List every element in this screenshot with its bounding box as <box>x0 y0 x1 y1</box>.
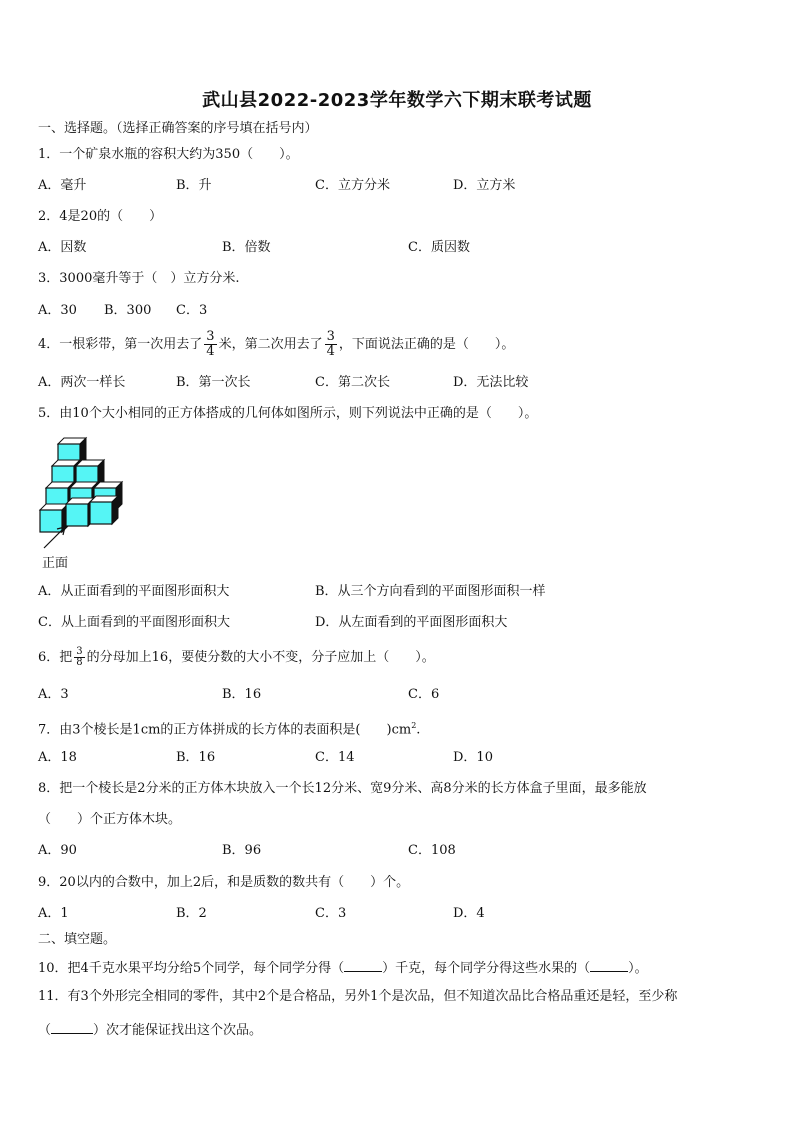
question-8-line-2: （ ）个正方体木块。 <box>38 812 182 827</box>
question-4-text-a: 4．一根彩带，第一次用去了 <box>38 337 203 352</box>
answer-blank[interactable] <box>590 957 628 972</box>
q4-option-d: D．无法比较 <box>453 375 529 390</box>
q3-option-b: B．300 <box>104 303 152 318</box>
q8-option-c: C．108 <box>408 843 456 858</box>
q1-option-b: B．升 <box>176 178 212 193</box>
question-7-superscript: 2 <box>411 721 417 730</box>
question-11-line-1: 11．有3个外形完全相同的零件，其中2个是合格品，另外1个是次品，但不知道次品比合格品重还是轻，至少称 <box>38 989 678 1004</box>
q8-option-a: A．90 <box>38 843 77 858</box>
question-10-text-c: ）。 <box>628 961 648 976</box>
question-11-text-b: ）次才能保证找出这个次品。 <box>93 1023 263 1038</box>
q8-option-b: B．96 <box>222 843 262 858</box>
question-7-text-a: 7．由3个棱长是1cm的正方体拼成的长方体的表面积是( )cm <box>38 722 412 738</box>
question-6 <box>38 644 435 672</box>
front-view-label: 正面 <box>42 556 69 571</box>
question-4 <box>38 330 514 360</box>
q4-option-a: A．两次一样长 <box>38 375 126 390</box>
q6-option-b: B．16 <box>222 687 262 702</box>
q1-option-c: C．立方分米 <box>315 178 390 193</box>
question-11-text-a: （ <box>38 1023 52 1038</box>
question-11-line-2 <box>38 1019 262 1040</box>
fraction-three-eighths: $\frac{3}{8}$ <box>76 646 83 668</box>
section-choice-heading: 一、选择题。（选择正确答案的序号填在括号内） <box>38 121 318 136</box>
question-10-text-a: 10．把4千克水果平均分给5个同学，每个同学分得（ <box>38 961 345 976</box>
fraction-three-quarters-2: $\frac{3}{4}$ <box>326 329 335 359</box>
question-7 <box>38 717 420 739</box>
answer-blank[interactable] <box>344 957 382 972</box>
answer-blank[interactable] <box>51 1019 93 1034</box>
question-4-text-c: ，下面说法正确的是（ ）。 <box>338 337 515 352</box>
q2-option-c: C．质因数 <box>408 240 470 255</box>
fraction-three-quarters: $\frac{3}{4}$ <box>206 329 215 359</box>
cube <box>90 496 118 524</box>
question-1 <box>38 146 299 164</box>
q6-option-c: C．6 <box>408 687 440 702</box>
q1-option-d: D．立方米 <box>453 178 516 193</box>
q6-option-a: A．3 <box>38 687 69 702</box>
exam-title: 武山县2022-2023学年数学六下期末联考试题 <box>202 90 592 111</box>
question-10 <box>38 957 648 978</box>
q3-option-c: C．3 <box>176 303 208 318</box>
cube-stack-figure <box>38 432 138 550</box>
q9-option-b: B．2 <box>176 906 207 921</box>
q4-option-b: B．第一次长 <box>176 375 251 390</box>
question-8-line-1: 8．把一个棱长是2分米的正方体木块放入一个长12分米、宽9分米、高8分米的长方体盒子里面，最多能放 <box>38 781 647 796</box>
question-5: 5．由10个大小相同的正方体搭成的几何体如图所示，则下列说法中正确的是（ ）。 <box>38 406 538 421</box>
q4-option-c: C．第二次长 <box>315 375 390 390</box>
question-9: 9．20以内的合数中，加上2后，和是质数的数共有（ ）个。 <box>38 875 410 890</box>
question-1-text-b: ）。 <box>279 147 299 162</box>
q2-option-b: B．倍数 <box>222 240 271 255</box>
q9-option-c: C．3 <box>315 906 347 921</box>
q5-option-d: D．从左面看到的平面图形面积大 <box>315 615 508 630</box>
question-4-text-b: 米，第二次用去了 <box>218 337 323 352</box>
q5-option-b: B．从三个方向看到的平面图形面积一样 <box>315 584 546 599</box>
question-6-text-a: 6．把 <box>38 650 73 665</box>
q9-option-d: D．4 <box>453 906 485 921</box>
question-1-text-a: 1．一个矿泉水瓶的容积大约为350（ <box>38 147 254 162</box>
question-2: 2．4是20的（ ） <box>38 209 163 224</box>
q7-option-d: D．10 <box>453 750 493 765</box>
q7-option-b: B．16 <box>176 750 216 765</box>
question-3: 3．3000毫升等于（ ）立方分米. <box>38 271 240 286</box>
q5-option-c: C．从上面看到的平面图形面积大 <box>38 615 230 630</box>
q5-option-a: A．从正面看到的平面图形面积大 <box>38 584 230 599</box>
question-6-text-b: 的分母加上16，要使分数的大小不变，分子应加上（ ）。 <box>86 650 435 665</box>
q7-option-c: C．14 <box>315 750 355 765</box>
question-7-text-b: . <box>416 722 421 738</box>
q1-option-a: A．毫升 <box>38 178 87 193</box>
q2-option-a: A．因数 <box>38 240 87 255</box>
q9-option-a: A．1 <box>38 906 69 921</box>
q3-option-a: A．30 <box>38 303 77 318</box>
section-fill-heading: 二、填空题。 <box>38 932 117 947</box>
q7-option-a: A．18 <box>38 750 77 765</box>
question-10-text-b: ）千克，每个同学分得这些水果的（ <box>382 961 591 976</box>
